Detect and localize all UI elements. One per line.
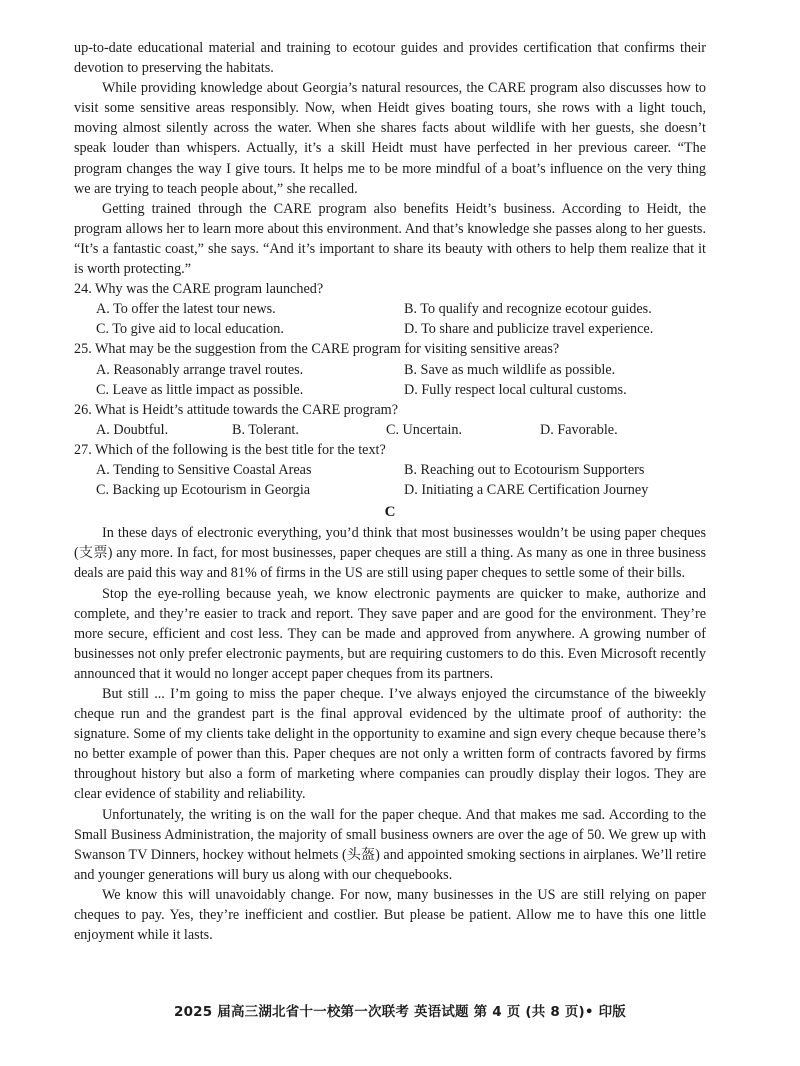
options-row	[74, 319, 706, 339]
options-row	[74, 460, 706, 480]
passage-c-paragraph-2: Stop the eye-rolling because yeah, we know electronic payments are quicker to make, authorize and complete, and they’re easier to track and report. They save paper and are good for the environment. They’re more secure, efficient and cost less. They can be made and approved from anywhere. A growing number of businesses not only prefer electronic payments, but are requiring customers to do this. Even Microsoft recently announced that it would no longer accept paper cheques from its partners.	[74, 585, 706, 682]
option-d: D. Favorable.	[540, 421, 618, 438]
question-stem: 26. What is Heidt’s attitude towards the CARE program?	[74, 401, 399, 418]
passage-b-paragraph-0: up-to-date educational material and training to ecotour guides and provides certification that confirms their devotion to preserving the habitats.	[74, 40, 706, 77]
option-d: D. Fully respect local cultural customs.	[404, 381, 627, 398]
question-26	[74, 400, 706, 440]
option-b: B. Reaching out to Ecotourism Supporters	[404, 461, 645, 478]
option-a: A. To offer the latest tour news.	[96, 301, 276, 318]
option-a: A. Tending to Sensitive Coastal Areas	[96, 461, 312, 478]
option-d: D. Initiating a CARE Certification Journey	[404, 482, 649, 499]
passage-c-paragraph-3: But still ... I’m going to miss the paper cheque. I’ve always enjoyed the circumstance of the biweekly cheque run and the grandest part is the final approval evidenced by the ultimate proof of authority: the signature. Some of my clients take delight in the opportunity to examine and sign every cheque because there’s no better example of power than this. Paper cheques are not only a written form of contracts favored by firms throughout history but also a form of marketing where companies can proudly display their logos. They are clear evidence of stability and reliability.	[74, 686, 706, 803]
option-a: A. Reasonably arrange travel routes.	[96, 361, 304, 378]
option-c: C. To give aid to local education.	[96, 321, 284, 338]
options-row	[74, 380, 706, 400]
question-25	[74, 339, 706, 399]
page-footer: 2025 届高三湖北省十一校第一次联考 英语试题 第 4 页 (共 8 页)• 印版	[173, 1004, 627, 1020]
option-c: C. Uncertain.	[386, 421, 463, 438]
question-24	[74, 279, 706, 339]
question-stem: 25. What may be the suggestion from the CARE program for visiting sensitive areas?	[74, 341, 560, 358]
section-c-title: C	[384, 504, 396, 521]
options-row	[74, 360, 706, 380]
passage-c-paragraph-1: In these days of electronic everything, you’d think that most businesses wouldn’t be using paper cheques (支票) any more. In fact, for most businesses, paper cheques are still a thing. As many as one in three business deals are paid this way and 81% of firms in the US are still using paper cheques to settle some of their bills.	[74, 525, 706, 582]
passage-b-paragraph-2: Getting trained through the CARE program also benefits Heidt’s business. According to Heidt, the program allows her to learn more about this environment. And that’s knowledge she passes along to her guests. “It’s a fantastic coast,” she says. “And it’s important to share its beauty with others to help them realize that it is worth protecting.”	[74, 200, 706, 278]
page-content	[74, 38, 706, 945]
options-row	[74, 299, 706, 319]
question-stem: 27. Which of the following is the best title for the text?	[74, 441, 386, 458]
option-a: A. Doubtful.	[96, 421, 169, 438]
option-d: D. To share and publicize travel experience.	[404, 321, 654, 338]
passage-c-paragraph-5: We know this will unavoidably change. For now, many businesses in the US are still relying on paper cheques to pay. Yes, they’re inefficient and costlier. But please be patient. Allow me to have this one little enjoyment while it lasts.	[74, 886, 706, 944]
option-b: B. Tolerant.	[232, 421, 299, 438]
option-c: C. Leave as little impact as possible.	[96, 381, 304, 398]
question-27	[74, 440, 706, 500]
option-c: C. Backing up Ecotourism in Georgia	[96, 482, 311, 499]
option-b: B. Save as much wildlife as possible.	[404, 361, 616, 378]
passage-b-paragraph-1: While providing knowledge about Georgia’s natural resources, the CARE program also discusses how to visit some sensitive areas responsibly. Now, when Heidt gives boating tours, she rows with a light touch, moving almost silently across the water. When she shares facts about wildlife with her guests, she doesn’t speak louder than whispers. Actually, it’s a skill Heidt must have perfected in her previous career. “The program changes the way I give tours. It helps me to be more mindful of a boat’s influence on the very thing we are trying to teach people about,” she recalled.	[74, 80, 706, 197]
passage-c-paragraph-4: Unfortunately, the writing is on the wall for the paper cheque. And that makes me sad. According to the Small Business Administration, the majority of small business owners are over the age of 50. We grew up with Swanson TV Dinners, hockey without helmets (头盔) and appointed smoking sections in airplanes. We’ll retire and younger generations will bury us along with our chequebooks.	[74, 806, 706, 883]
question-stem: 24. Why was the CARE program launched?	[74, 281, 324, 298]
options-row	[74, 420, 706, 440]
option-b: B. To qualify and recognize ecotour guides.	[404, 301, 652, 318]
options-row	[74, 480, 706, 500]
